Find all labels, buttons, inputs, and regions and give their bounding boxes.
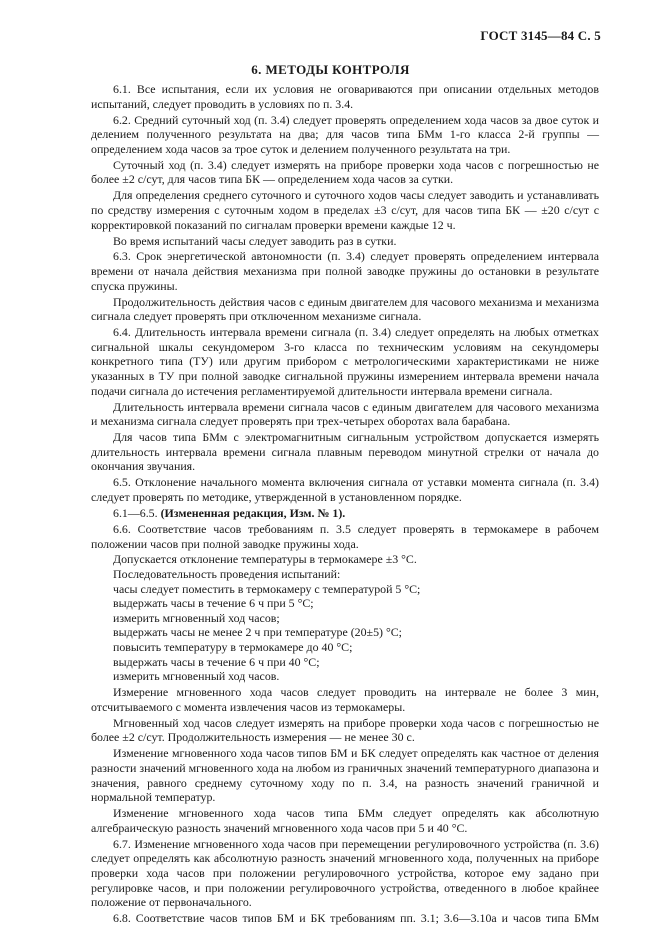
step-item: повысить температуру в термокамере до 40 °С; [113,640,353,655]
paragraph-6-1: 6.1. Все испытания, если их условия не оговариваются при описании отдельных методов испытаний, следует проводить в условиях по п. 3.4. [91,82,599,111]
step-item: выдержать часы не менее 2 ч при температуре (20±5) °С; [113,625,402,640]
page-header: ГОСТ 3145—84 С. 5 [480,28,601,43]
paragraph-electromagnetic: Для часов типа БМм с электромагнитным сигнальным устройством допускается измерять длительность интервала времени сигнала плавным переводом минутной стрелки от начала до окончания звучания. [91,430,599,474]
paragraph-temp-tolerance: Допускается отклонение температуры в термокамере ±3 °С. [113,552,417,567]
section-body [91,82,599,927]
paragraph-6-8: 6.8. Соответствие часов типов БМ и БК требованиям пп. 3.1; 3.6—3.10а и часов типа БМм [113,911,599,926]
paragraph-single-motor: Продолжительность действия часов с единым двигателем для часового механизма и механизма сигнала следует проверять при отключенном механизме сигнала. [91,294,599,324]
paragraph-6-6: 6.6. Соответствие часов требованиям п. 3.5 следует проверять в термокамере в рабочем положении часов при полной заводке пружины хода. [91,521,599,551]
paragraph-6-3: 6.3. Срок энергетической автономности (п. 3.4) следует проверять определением интервала времени от начала действия механизма при полной заводке пружины до остановки в результате спуска пружины. [91,249,599,293]
step-item: часы следует поместить в термокамеру с температурой 5 °С; [113,581,421,596]
step-item: выдержать часы в течение 6 ч при 40 °С; [113,654,320,669]
paragraph-bmm-change: Изменение мгновенного хода часов типа БМм следует определять как абсолютную алгебраическую разность значений мгновенного хода часов при 5 и 40 °С. [91,806,599,835]
paragraph-6-5: 6.5. Отклонение начального момента включения сигнала от уставки момента сигнала (п. 3.4) следует проверять по методике, утвержденной в установленном порядке. [91,475,599,504]
paragraph-setting: Для определения среднего суточного и суточного ходов часы следует заводить и устанавливать по средству измерения с суточным ходом в пределах ±3 с/сут, для часов типа БК — ±20 с/сут с корректировкой показаний по сигналам проверки времени каждые 12 ч. [91,188,599,232]
paragraph-amendment [91,506,599,521]
step-item: измерить мгновенный ход часов; [113,610,280,625]
paragraph-measure-interval: Измерение мгновенного хода часов следует проводить на интервале не более 3 мин, отсчитываемого с момента извлечения часов из термокамеры. [91,685,599,714]
paragraph-sequence: Последовательность проведения испытаний: [113,567,341,582]
paragraph-daily-rate: Суточный ход (п. 3.4) следует измерять на приборе проверки хода часов с погрешностью не более ±2 с/сут, для часов типа БК — определением хода часов за сутки. [91,157,599,187]
amendment-prefix: 6.1—6.5. [113,505,161,520]
step-item: выдержать часы в течение 6 ч при 5 °С; [113,596,314,611]
paragraph-6-4: 6.4. Длительность интервала времени сигнала (п. 3.4) следует определять на любых отметках сигнальной шкалы секундомером 3-го класса по техническим условиям на секундомеры конкретного типа (ТУ) или другим прибором с метрологическими характеристиками не ниже указанных в ТУ при полной заводке сигнальной пружины измерением интервала времени начала подачи сигнала до истечения регламентируемой длительности интервала времени сигнала. [91,325,599,398]
paragraph-instant-rate: Мгновенный ход часов следует измерять на приборе проверки хода часов с погрешностью не более ±2 с/сут. Продолжительность измерения — не менее 30 с. [91,715,599,745]
paragraph-bm-bk-change: Изменение мгновенного хода часов типов БМ и БК следует определять как частное от деления разности значений мгновенного хода на любом из граничных значений температурного диапазона и значения, равного среднему суточному ходу по п. 3.4, на разность значений граничной и нормальной температур. [91,746,599,805]
paragraph-signal-duration: Длительность интервала времени сигнала часов с единым двигателем для часового механизма и механизма сигнала следует проверять при трех-четырех оборотах вала барабана. [91,399,599,429]
paragraph-6-7: 6.7. Изменение мгновенного хода часов при перемещении регулировочного устройства (п. 3.6) следует определять как абсолютную разность значений мгновенного хода, полученных на приборе проверки хода часов при положении регулировочного устройства, которое ему задано при регулировке часов, и при положении регулировочного устройства, отведенного в любое крайнее положение от первоначального. [91,836,599,910]
amendment-label: (Измененная редакция, Изм. № 1). [160,505,346,520]
step-item: измерить мгновенный ход часов. [113,669,280,684]
paragraph-winding: Во время испытаний часы следует заводить раз в сутки. [113,233,397,248]
section-title: 6. МЕТОДЫ КОНТРОЛЯ [251,62,410,77]
paragraph-6-2: 6.2. Средний суточный ход (п. 3.4) следует проверять определением хода часов за двое суток и делением полученного результата на два; для часов типа БМм 1-го класса 2-й группы — определением хода часов за трое суток и делением полученного результата на три. [91,112,599,156]
